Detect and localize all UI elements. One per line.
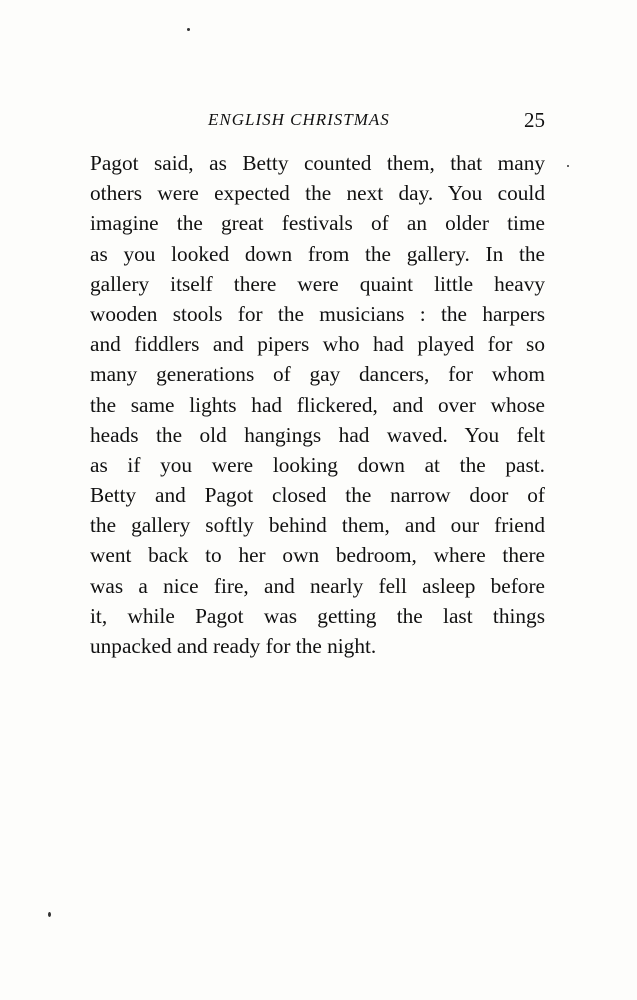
text-line: others were expected the next day. You could bbox=[90, 181, 545, 206]
running-header bbox=[90, 110, 545, 136]
text-line: heads the old hangings had waved. You felt bbox=[90, 422, 545, 447]
text-line: went back to her own bedroom, where there bbox=[90, 543, 545, 568]
ink-speck bbox=[48, 912, 51, 917]
text-line: wooden stools for the musicians : the harpers bbox=[90, 301, 545, 326]
text-line: the gallery softly behind them, and our friend bbox=[90, 513, 545, 538]
text-line: gallery itself there were quaint little heavy bbox=[90, 271, 545, 296]
text-line: was a nice fire, and nearly fell asleep before bbox=[90, 573, 545, 598]
text-line: Betty and Pagot closed the narrow door of bbox=[90, 483, 545, 508]
text-line: imagine the great festivals of an older time bbox=[90, 211, 545, 236]
text-line: Pagot said, as Betty counted them, that many bbox=[90, 151, 545, 175]
text-line: as you looked down from the gallery. In the bbox=[90, 241, 545, 266]
text-line: and fiddlers and pipers who had played for so bbox=[90, 332, 545, 357]
page-number: 25 bbox=[524, 108, 545, 132]
ink-speck bbox=[187, 28, 190, 31]
running-title: ENGLISH CHRISTMAS bbox=[208, 110, 390, 129]
text-line: the same lights had flickered, and over whose bbox=[90, 392, 545, 417]
text-line: as if you were looking down at the past. bbox=[90, 452, 545, 477]
text-line: unpacked and ready for the night. bbox=[90, 634, 377, 658]
text-line: it, while Pagot was getting the last things bbox=[90, 603, 545, 628]
body-text bbox=[90, 148, 545, 661]
text-line: many generations of gay dancers, for whom bbox=[90, 362, 545, 387]
ink-speck bbox=[567, 165, 569, 167]
